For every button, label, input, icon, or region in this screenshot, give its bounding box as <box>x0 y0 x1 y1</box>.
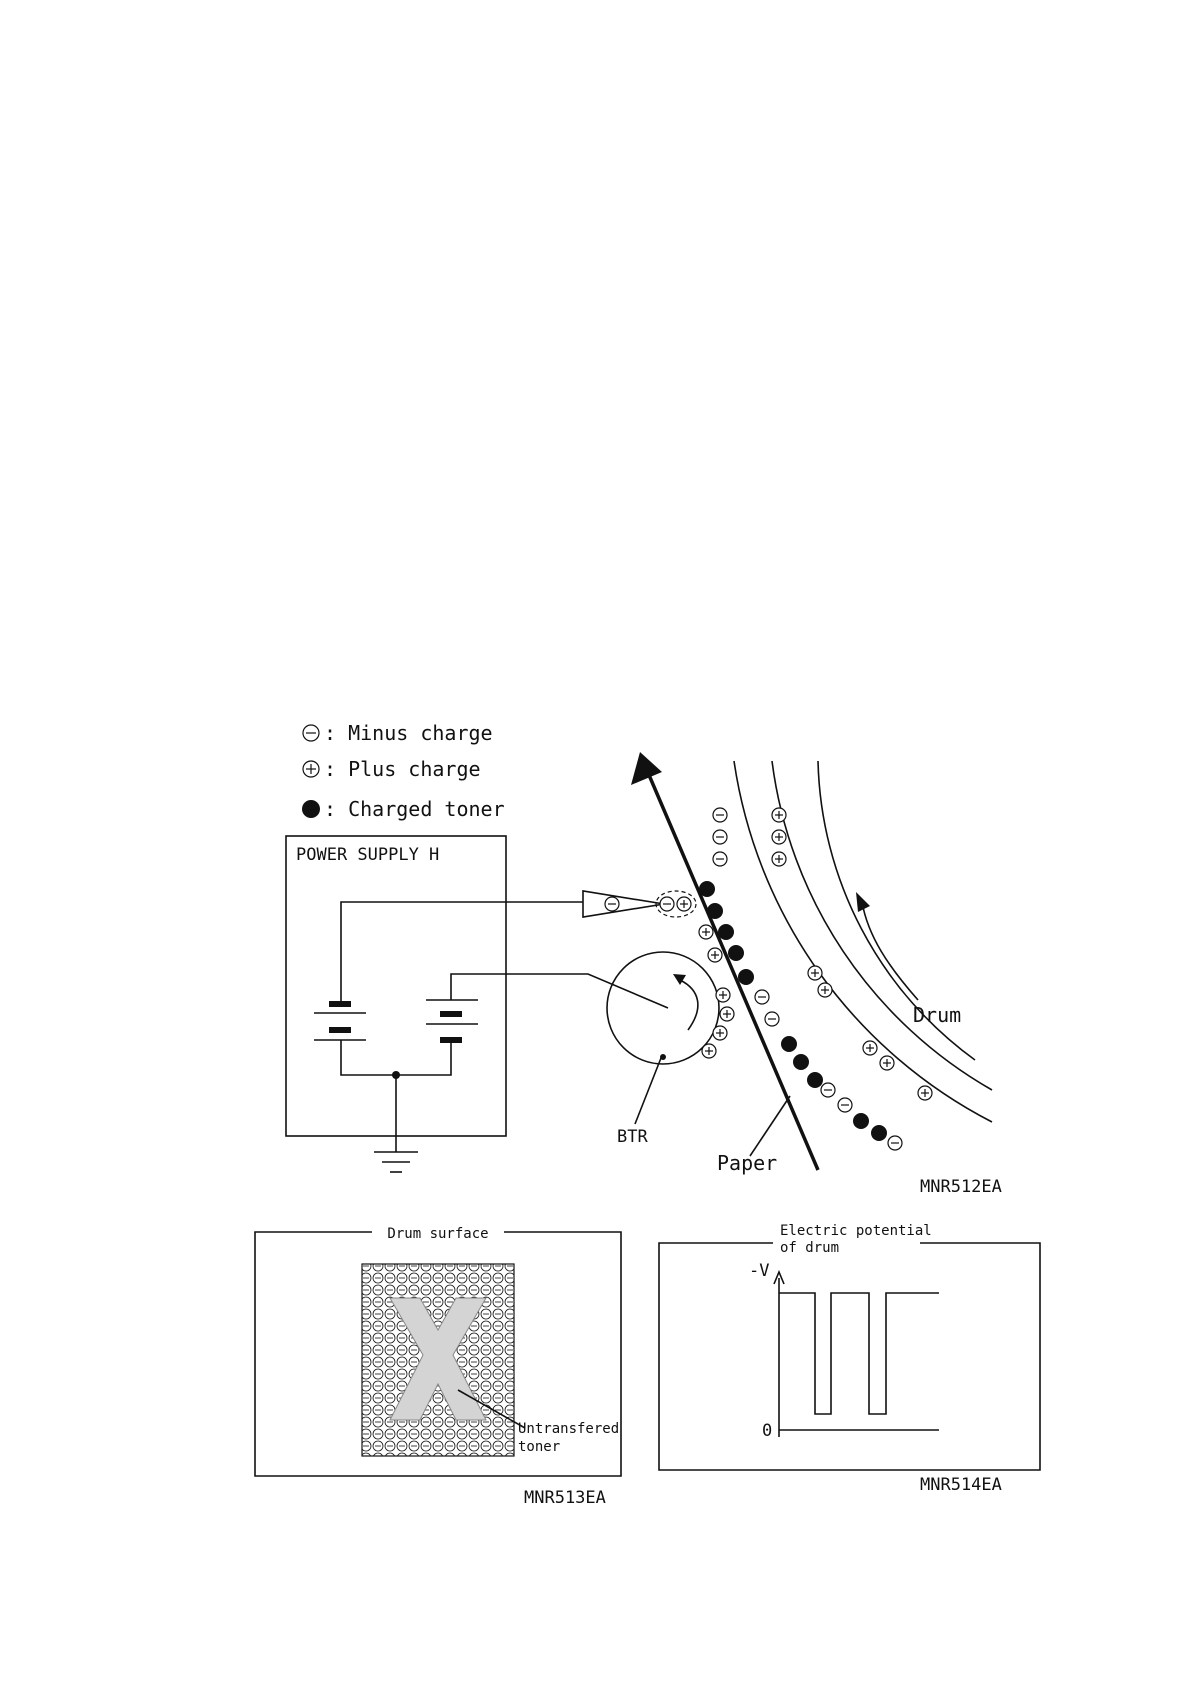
figure1-id: MNR512EA <box>920 1177 1002 1197</box>
legend <box>302 721 505 821</box>
battery-left-icon <box>314 1001 366 1040</box>
btr-label: BTR <box>617 1127 648 1147</box>
figure-drum-surface <box>255 1226 621 1508</box>
legend-minus-label: : Minus charge <box>324 721 493 745</box>
charge-pair-icon <box>656 891 696 917</box>
wire-ground-bus <box>341 1040 451 1075</box>
drum-rotation-arrow <box>862 902 918 1000</box>
y-zero-label: 0 <box>762 1421 773 1441</box>
untransferred-label-line2: toner <box>518 1439 561 1455</box>
wire-to-btr <box>451 974 668 1008</box>
charged-toner-icon <box>302 800 320 818</box>
btr-rotation-arrow <box>680 980 698 1030</box>
paper-leader-line <box>750 1096 790 1156</box>
untransferred-label-line1: Untransfered <box>518 1421 620 1437</box>
paper-path <box>649 775 818 1170</box>
potential-title-line1: Electric potential <box>780 1223 932 1239</box>
battery-right-icon <box>426 1000 478 1043</box>
y-top-label: -V <box>749 1261 770 1281</box>
potential-waveform <box>779 1293 939 1414</box>
power-supply-label: POWER SUPPLY H <box>296 845 440 865</box>
drum-middle-arc <box>772 761 992 1090</box>
detack-charger-icon <box>583 891 664 917</box>
drum-label: Drum <box>913 1003 962 1027</box>
plus-charge-icon <box>303 761 319 777</box>
drum-arrow-head-icon <box>856 892 870 912</box>
legend-plus-label: : Plus charge <box>324 757 481 781</box>
drum-surface-title: Drum surface <box>387 1226 489 1242</box>
plus-charges <box>699 925 734 1058</box>
paper-label: Paper <box>717 1151 778 1175</box>
potential-title-line2: of drum <box>780 1240 840 1256</box>
figure3-id: MNR514EA <box>920 1475 1002 1495</box>
figure-electric-potential <box>659 1223 1040 1495</box>
wire-to-corotron <box>341 902 583 1001</box>
legend-toner-label: : Charged toner <box>324 797 505 821</box>
ground-icon <box>374 1152 418 1172</box>
btr-roller <box>607 952 719 1064</box>
figure2-id: MNR513EA <box>524 1488 606 1508</box>
btr-leader-line <box>635 1058 661 1124</box>
paper-direction-arrow-icon <box>631 752 662 785</box>
btr-arrow-head-icon <box>673 974 686 985</box>
minus-charge-icon <box>303 725 319 741</box>
potential-frame <box>659 1243 1040 1470</box>
